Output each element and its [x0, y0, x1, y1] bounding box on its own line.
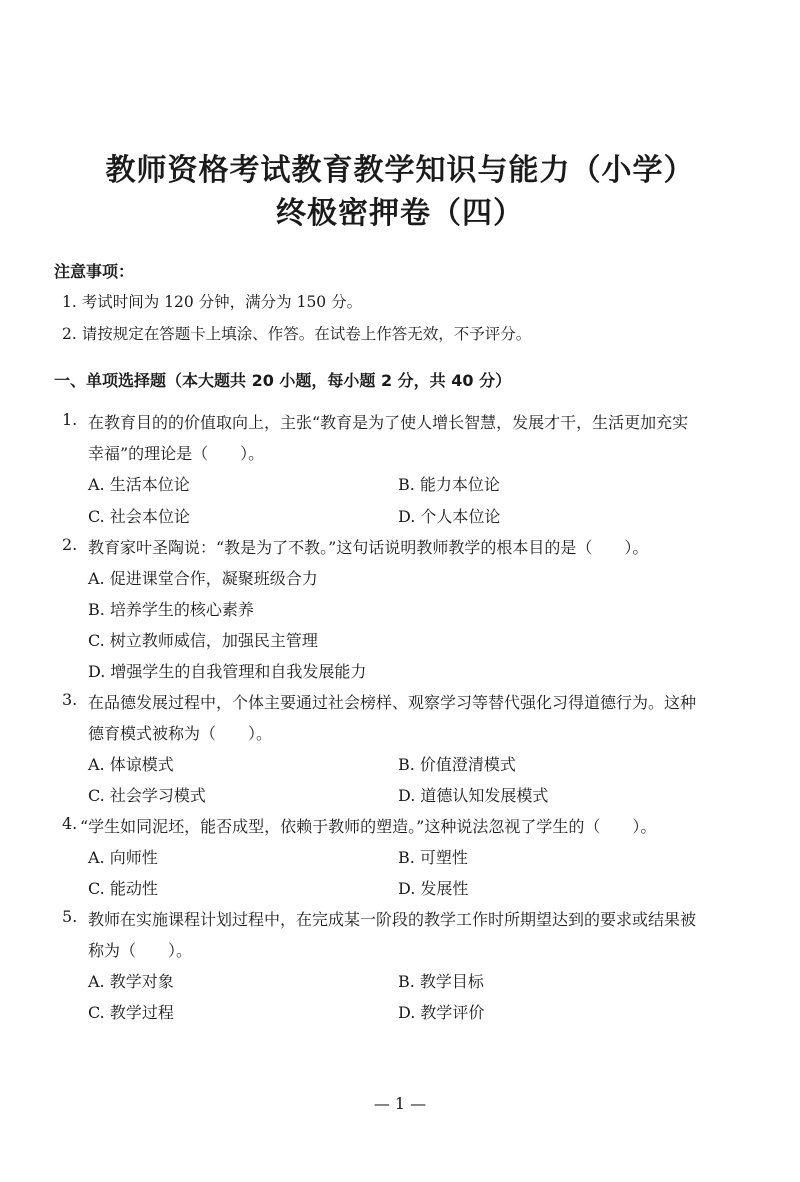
note-item: 2. 请按规定在答题卡上填涂、作答。在试卷上作答无效，不予评分。 — [62, 325, 532, 343]
question-stem-line: 教师在实施课程计划过程中，在完成某一阶段的教学工作时所期望达到的要求或结果被 — [88, 910, 697, 929]
section-heading: 一、单项选择题（本大题共 20 小题，每小题 2 分，共 40 分） — [54, 371, 512, 390]
option-d: D. 道德认知发展模式 — [398, 786, 549, 805]
question-stem-line: 幸福”的理论是（ ）。 — [88, 444, 265, 463]
option-d: D. 发展性 — [398, 879, 469, 898]
exam-title: 教师资格考试教育教学知识与能力（小学） — [105, 153, 695, 188]
question-stem-line: 称为（ ）。 — [88, 941, 193, 960]
option-b: B. 可塑性 — [398, 848, 468, 867]
option-a: A. 体谅模式 — [88, 755, 174, 774]
option-a: A. 生活本位论 — [88, 475, 190, 494]
exam-subtitle: 终极密押卷（四） — [276, 196, 524, 231]
option-a: A. 促进课堂合作，凝聚班级合力 — [88, 569, 318, 588]
option-b: B. 能力本位论 — [398, 475, 500, 494]
question-stem-line: 在品德发展过程中，个体主要通过社会榜样、观察学习等替代强化习得道德行为。这种 — [88, 693, 697, 712]
question-stem-line: 德育模式被称为（ ）。 — [88, 724, 273, 743]
question-stem-line: 教育家叶圣陶说：“教是为了不教。”这句话说明教师教学的根本目的是（ ）。 — [88, 538, 649, 557]
note-item: 1. 考试时间为 120 分钟，满分为 150 分。 — [62, 293, 363, 311]
option-c: C. 教学过程 — [88, 1003, 174, 1022]
option-b: B. 培养学生的核心素养 — [88, 600, 254, 619]
option-c: C. 社会本位论 — [88, 507, 190, 526]
option-c: C. 能动性 — [88, 879, 158, 898]
option-d: D. 个人本位论 — [398, 507, 501, 526]
option-d: D. 教学评价 — [398, 1003, 485, 1022]
option-c: C. 社会学习模式 — [88, 786, 206, 805]
question-number: 5. — [62, 907, 78, 926]
option-a: A. 教学对象 — [88, 972, 174, 991]
question-number: 1. — [62, 410, 78, 429]
option-d: D. 增强学生的自我管理和自我发展能力 — [88, 662, 367, 681]
option-b: B. 价值澄清模式 — [398, 755, 516, 774]
question-number: 3. — [62, 690, 78, 709]
question-number: 4. — [62, 814, 78, 833]
question-number: 2. — [62, 535, 78, 554]
option-b: B. 教学目标 — [398, 972, 484, 991]
option-c: C. 树立教师威信，加强民主管理 — [88, 631, 318, 650]
option-a: A. 向师性 — [88, 848, 158, 867]
page-number: — 1 — — [373, 1094, 427, 1113]
question-stem-line: 在教育目的的价值取向上，主张“教育是为了使人增长智慧，发展才干，生活更加充实 — [88, 413, 689, 432]
notes-heading: 注意事项： — [54, 262, 135, 281]
question-stem-line: “学生如同泥坯，能否成型，依赖于教师的塑造。”这种说法忽视了学生的（ ）。 — [80, 817, 657, 836]
